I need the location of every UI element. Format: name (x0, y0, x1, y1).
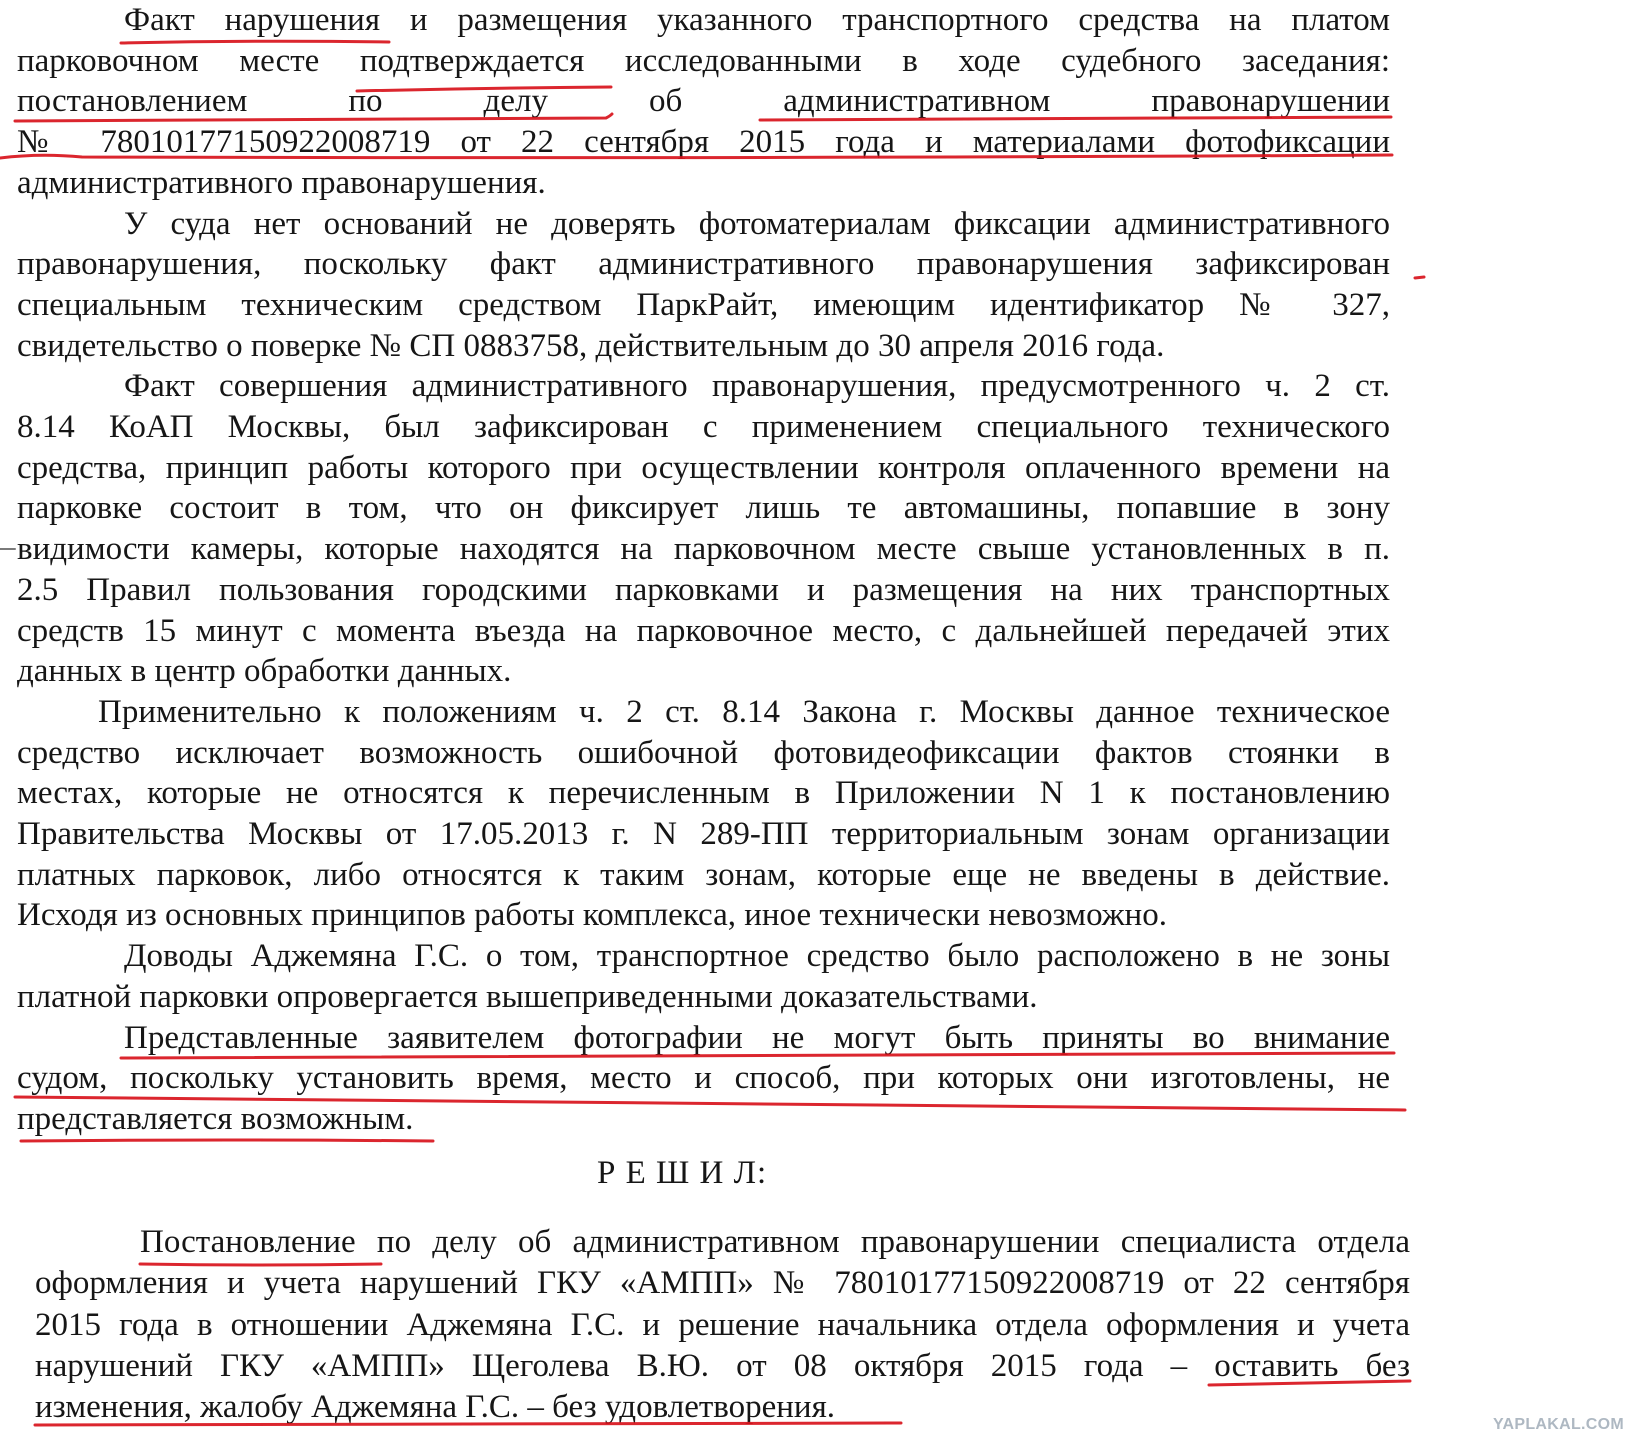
paragraph (17, 936, 1390, 1017)
text-line: Применительно к положениям ч. 2 ст. 8.14 Закона г. Москвы данное техническое (98, 693, 1390, 730)
text-line: специальным техническим средством ПаркРайт, имеющим идентификатор № 327, (17, 286, 1390, 323)
text-line: Факт совершения административного правонарушения, предусмотренного ч. 2 ст. (124, 368, 1390, 405)
text-line: судом, поскольку установить время, место и способ, при которых они изготовлены, не (17, 1060, 1390, 1097)
text-line: Представленные заявителем фотографии не могут быть приняты во внимание (124, 1019, 1390, 1056)
text-line: Правительства Москвы от 17.05.2013 г. N 289-ПП территориальным зонам организации (17, 816, 1390, 853)
text-line: изменения, жалобу Аджемяна Г.С. – без удовлетворения. (35, 1389, 836, 1425)
text-line: нарушений ГКУ «АМПП» Щеголева В.Ю. от 08 октября 2015 года – оставить без (35, 1347, 1410, 1384)
resolution-paragraph (35, 1222, 1410, 1428)
text-line: местах, которые не относятся к перечисленным в Приложении N 1 к постановлению (17, 775, 1390, 812)
text-line: Исходя из основных принципов работы комплекса, иное технически невозможно. (17, 897, 1167, 934)
text-line: правонарушения, поскольку факт административного правонарушения зафиксирован (17, 246, 1390, 283)
text-line: 2.5 Правил пользования городскими парковками и размещения на них транспортных (17, 571, 1390, 608)
text-line: данных в центр обработки данных. (17, 653, 512, 690)
watermark: YAPLAKAL.COM (1493, 1416, 1625, 1433)
text-line: свидетельство о поверке № СП 0883758, действительным до 30 апреля 2016 года. (17, 327, 1165, 364)
text-line: административного правонарушения. (17, 164, 546, 201)
text-line: представляется возможным. (17, 1100, 414, 1137)
text-line: платной парковки опровергается вышеприведенными доказательствами. (17, 978, 1038, 1015)
paragraph (17, 0, 1390, 204)
text-line: Факт нарушения и размещения указанного транспортного средства на платом (124, 2, 1390, 38)
red-pen-mark (1415, 277, 1424, 278)
text-line: средств 15 минут с момента въезда на парковочное место, с дальнейшей передачей этих (17, 612, 1390, 649)
red-underline (21, 1140, 433, 1141)
text-line: 2015 года в отношении Аджемяна Г.С. и решение начальника отдела оформления и учета (35, 1306, 1410, 1343)
text-line: средство исключает возможность ошибочной фотовидеофиксации фактов стоянки в (17, 734, 1390, 771)
text-line: Постановление по делу об административном правонарушении специалиста отдела (140, 1224, 1410, 1260)
text-line: видимости камеры, которые находятся на парковочном месте свыше установленных в п. (17, 531, 1390, 568)
text-line: парковке состоит в том, что он фиксирует лишь те автомашины, попавшие в зону (17, 490, 1390, 527)
paragraph (17, 692, 1390, 936)
text-line: постановлением по делу об административном правонарушении (17, 83, 1390, 120)
text-line: средства, принцип работы которого при осуществлении контроля оплаченного времени на (17, 449, 1390, 486)
text-line: платных парковок, либо относятся к таким зонам, которые еще не введены в действие. (17, 856, 1390, 893)
text-line: У суда нет оснований не доверять фотоматериалам фиксации административного (124, 205, 1390, 242)
text-line: оформления и учета нарушений ГКУ «АМПП» № 78010177150922008719 от 22 сентября (35, 1265, 1410, 1302)
text-line: 8.14 КоАП Москвы, был зафиксирован с применением специального технического (17, 409, 1390, 446)
text-line: парковочном месте подтверждается исследованными в ходе судебного заседания: (17, 42, 1390, 79)
court-text-block (17, 0, 1390, 1140)
text-line: № 78010177150922008719 от 22 сентября 2015 года и материалами фотофиксации (17, 124, 1390, 161)
decision-heading: Р Е Ш И Л: (597, 1155, 768, 1191)
paragraph (17, 1018, 1390, 1140)
paragraph (17, 366, 1390, 692)
text-line: Доводы Аджемяна Г.С. о том, транспортное средство было расположено в не зоны (124, 938, 1390, 975)
paragraph (17, 204, 1390, 367)
